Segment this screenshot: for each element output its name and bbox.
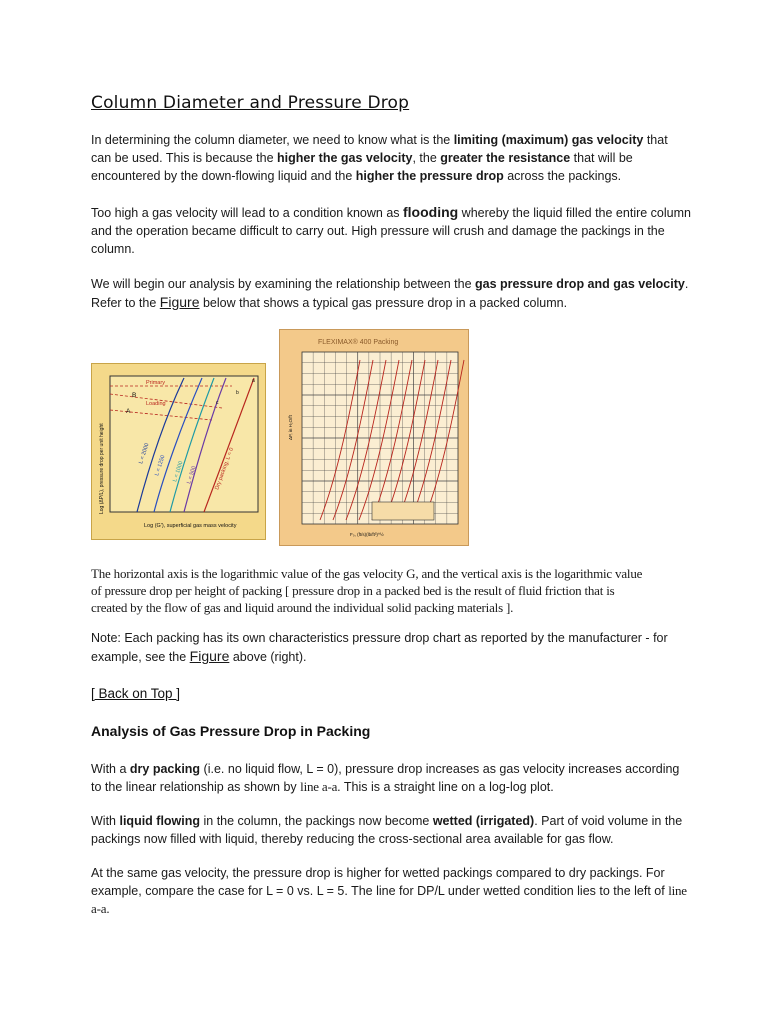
figure-link[interactable]: Figure — [159, 294, 200, 310]
fleximax-title: FLEXIMAX® 400 Packing — [318, 339, 399, 346]
section-heading: Analysis of Gas Pressure Drop in Packing — [91, 723, 371, 739]
text: Note: Each packing has its own characteristics pressure drop chart as reported by the manufacturer - for example, see the — [91, 631, 668, 664]
paragraph-liquid-flowing — [91, 812, 691, 848]
curve-label-l-1000: L = 1000 — [172, 460, 185, 483]
curve-label-dry: Dry packing, L = 0 — [214, 447, 236, 491]
text: . Refer to the — [91, 277, 689, 310]
line-a-a-text: line a-a — [300, 779, 338, 794]
paragraph-axes: The horizontal axis is the logarithmic value of the gas velocity G, and the vertical axis is the logarithmic value of pressure drop per height of packing [ pressure drop in a packed bed is the result of fluid friction that is created by the flow of gas and liquid around the individual solid packing materials ]. — [91, 566, 643, 615]
bold-text: flooding — [403, 204, 459, 220]
paragraph-dry-packing — [91, 760, 691, 796]
letter-a: a — [252, 378, 255, 384]
line-a-a-text: line a-a — [91, 883, 687, 916]
figure-left-svg — [92, 364, 265, 539]
figure-pressure-drop-curves — [91, 363, 266, 540]
text: With — [91, 814, 120, 828]
label-b: B — [132, 392, 137, 399]
x-axis-label: Log (G'), superficial gas mass velocity — [144, 523, 237, 529]
bold-text: gas pressure drop and gas velocity — [475, 277, 685, 291]
text: above (right). — [229, 650, 307, 664]
letter-b: b — [236, 390, 239, 396]
figure-right-svg — [280, 330, 468, 545]
text: Too high a gas velocity will lead to a condition known as — [91, 206, 403, 220]
text: In determining the column diameter, we need to know what is the — [91, 133, 454, 147]
x-axis-label: F₀, (ft/s)(lb/ft³)^½ — [350, 532, 384, 537]
y-axis-label: ΔP, in H₂O/ft — [288, 415, 293, 440]
bold-text: wetted (irrigated) — [432, 814, 535, 828]
paragraph-wetted — [91, 864, 691, 918]
text: , the — [412, 151, 441, 165]
bold-text: greater the resistance — [440, 151, 571, 165]
legend-box — [372, 502, 434, 520]
back-on-top-link[interactable]: [ Back on Top ] — [91, 686, 181, 701]
letter-c: c — [216, 400, 219, 406]
text: . This is a straight line on a log-log plot. — [337, 780, 554, 794]
figure-fleximax-chart — [279, 329, 469, 546]
bold-text: dry packing — [129, 762, 201, 776]
bold-text: limiting (maximum) gas velocity — [453, 133, 644, 147]
bold-text: higher the gas velocity — [277, 151, 413, 165]
paragraph-flooding — [91, 203, 691, 258]
text: With a — [91, 762, 130, 776]
bold-text: liquid flowing — [119, 814, 201, 828]
paragraph-note — [91, 629, 691, 666]
curve-label-l-1250: L = 1250 — [154, 454, 167, 477]
text: that can be used. This is because the — [91, 133, 668, 165]
paragraph-analysis — [91, 275, 691, 312]
label-loading: Loading — [146, 401, 166, 407]
text: in the column, the packings now become — [200, 814, 433, 828]
curve-label-l-2000: L = 2000 — [138, 442, 151, 465]
text: below that shows a typical gas pressure drop in a packed column. — [199, 296, 568, 310]
paragraph-intro — [91, 131, 691, 185]
curve-label-l-500: L = 500 — [186, 465, 198, 485]
text: across the packings. — [503, 169, 622, 183]
text: At the same gas velocity, the pressure drop is higher for wetted packings compared to dry packings. For example, compare the case for L = 0 vs. L = 5. The line for DP/L under wetted condition lies to the left of — [91, 866, 669, 898]
text: . Part of void volume in the packings now filled with liquid, thereby reducing the cross-sectional area available for gas flow. — [91, 814, 683, 846]
text: We will begin our analysis by examining the relationship between the — [91, 277, 476, 291]
y-axis-label: Log (ΔP/L), pressure drop per unit height — [99, 423, 105, 514]
figure-link[interactable]: Figure — [189, 648, 230, 664]
label-primary: Primary — [146, 380, 165, 386]
text: whereby the liquid filled the entire column and the operation became difficult to carry out. High pressure will crush and damage the packings in the column. — [91, 206, 691, 256]
bold-text: higher the pressure drop — [355, 169, 504, 183]
text: (i.e. no liquid flow, L = 0), pressure drop increases as gas velocity increases according to the linear relationship as shown by — [91, 762, 680, 794]
text: that will be encountered by the down-flowing liquid and the — [91, 151, 633, 183]
label-a: A — [126, 408, 131, 415]
page-title: Column Diameter and Pressure Drop — [91, 93, 410, 113]
text: . — [106, 902, 110, 916]
